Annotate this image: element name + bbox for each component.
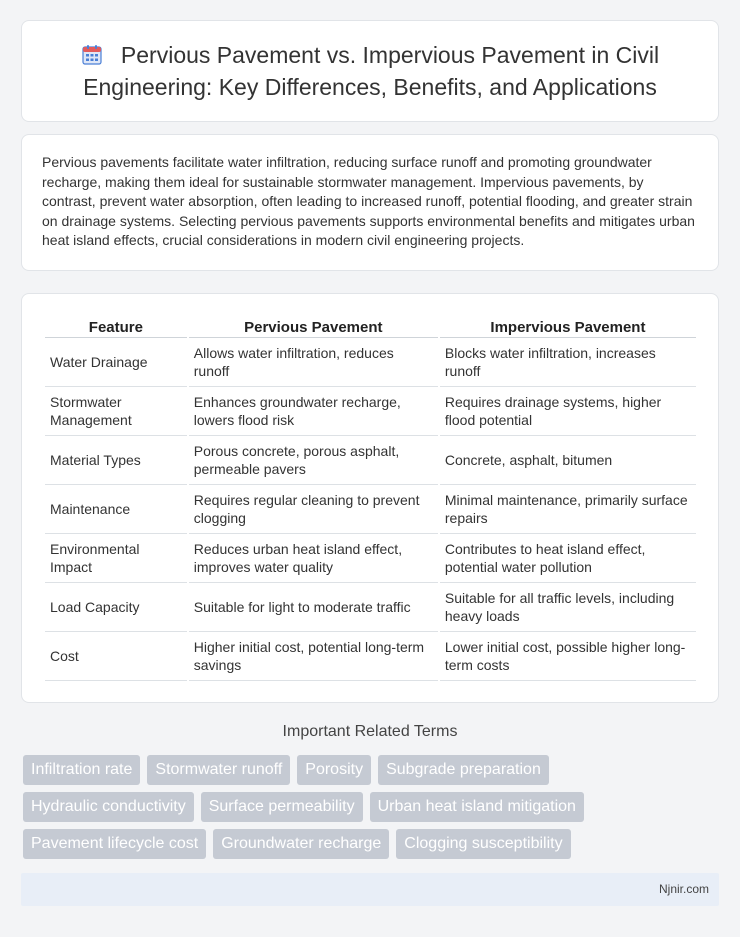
impervious-cell: Requires drainage systems, higher flood potential <box>440 387 696 436</box>
table-row <box>45 387 696 436</box>
comparison-card <box>21 293 719 703</box>
feature-cell: Material Types <box>45 436 187 485</box>
header-pervious: Pervious Pavement <box>189 316 438 338</box>
calendar-icon <box>81 42 103 64</box>
impervious-cell: Suitable for all traffic levels, including heavy loads <box>440 583 696 632</box>
impervious-cell: Lower initial cost, possible higher long-term costs <box>440 632 696 681</box>
impervious-cell: Concrete, asphalt, bitumen <box>440 436 696 485</box>
feature-cell: Stormwater Management <box>45 387 187 436</box>
feature-cell: Water Drainage <box>45 338 187 387</box>
page-title-text: Pervious Pavement vs. Impervious Pavement in Civil Engineering: Key Differences, Benefits, and Applications <box>83 42 660 100</box>
related-terms <box>23 755 723 866</box>
related-term-tag[interactable]: Hydraulic conductivity <box>23 792 194 822</box>
feature-cell: Maintenance <box>45 485 187 534</box>
table-row <box>45 485 696 534</box>
summary-text: Pervious pavements facilitate water infiltration, reducing surface runoff and promoting groundwater recharge, making them ideal for sustainable stormwater management. Impervious pavements, by contrast, prevent water absorption, often leading to increased runoff, potential flooding, and greater strain on drainage systems. Selecting pervious pavements supports environmental benefits and mitigates urban heat island effects, crucial considerations in modern civil engineering projects. <box>42 154 695 249</box>
table-row <box>45 632 696 681</box>
summary-card <box>21 134 719 271</box>
related-term-tag[interactable]: Pavement lifecycle cost <box>23 829 206 859</box>
pervious-cell: Higher initial cost, potential long-term savings <box>189 632 438 681</box>
tag-row <box>23 829 723 859</box>
pervious-cell: Enhances groundwater recharge, lowers flood risk <box>189 387 438 436</box>
header-impervious: Impervious Pavement <box>440 316 696 338</box>
table-row <box>45 534 696 583</box>
footer <box>21 873 719 906</box>
tag-row <box>23 755 723 785</box>
related-term-tag[interactable]: Infiltration rate <box>23 755 140 785</box>
comparison-table <box>43 316 698 681</box>
footer-site-link[interactable]: Njnir.com <box>658 882 709 896</box>
related-term-tag[interactable]: Surface permeability <box>201 792 363 822</box>
feature-cell: Load Capacity <box>45 583 187 632</box>
pervious-cell: Porous concrete, porous asphalt, permeable pavers <box>189 436 438 485</box>
table-header-row <box>45 316 696 338</box>
related-terms-title: Important Related Terms <box>282 723 458 740</box>
impervious-cell: Minimal maintenance, primarily surface repairs <box>440 485 696 534</box>
related-term-tag[interactable]: Groundwater recharge <box>213 829 389 859</box>
table-row <box>45 436 696 485</box>
header-feature: Feature <box>45 316 187 338</box>
tag-row <box>23 792 723 822</box>
related-term-tag[interactable]: Urban heat island mitigation <box>370 792 584 822</box>
pervious-cell: Requires regular cleaning to prevent clogging <box>189 485 438 534</box>
table-row <box>45 583 696 632</box>
feature-cell: Cost <box>45 632 187 681</box>
title-wrap <box>22 39 718 103</box>
feature-cell: Environmental Impact <box>45 534 187 583</box>
page-title <box>52 39 688 103</box>
related-term-tag[interactable]: Stormwater runoff <box>147 755 290 785</box>
table-row <box>45 338 696 387</box>
impervious-cell: Blocks water infiltration, increases runoff <box>440 338 696 387</box>
related-term-tag[interactable]: Porosity <box>297 755 371 785</box>
pervious-cell: Reduces urban heat island effect, improves water quality <box>189 534 438 583</box>
impervious-cell: Contributes to heat island effect, potential water pollution <box>440 534 696 583</box>
title-card <box>21 20 719 122</box>
pervious-cell: Suitable for light to moderate traffic <box>189 583 438 632</box>
related-term-tag[interactable]: Clogging susceptibility <box>396 829 570 859</box>
pervious-cell: Allows water infiltration, reduces runoff <box>189 338 438 387</box>
related-term-tag[interactable]: Subgrade preparation <box>378 755 549 785</box>
